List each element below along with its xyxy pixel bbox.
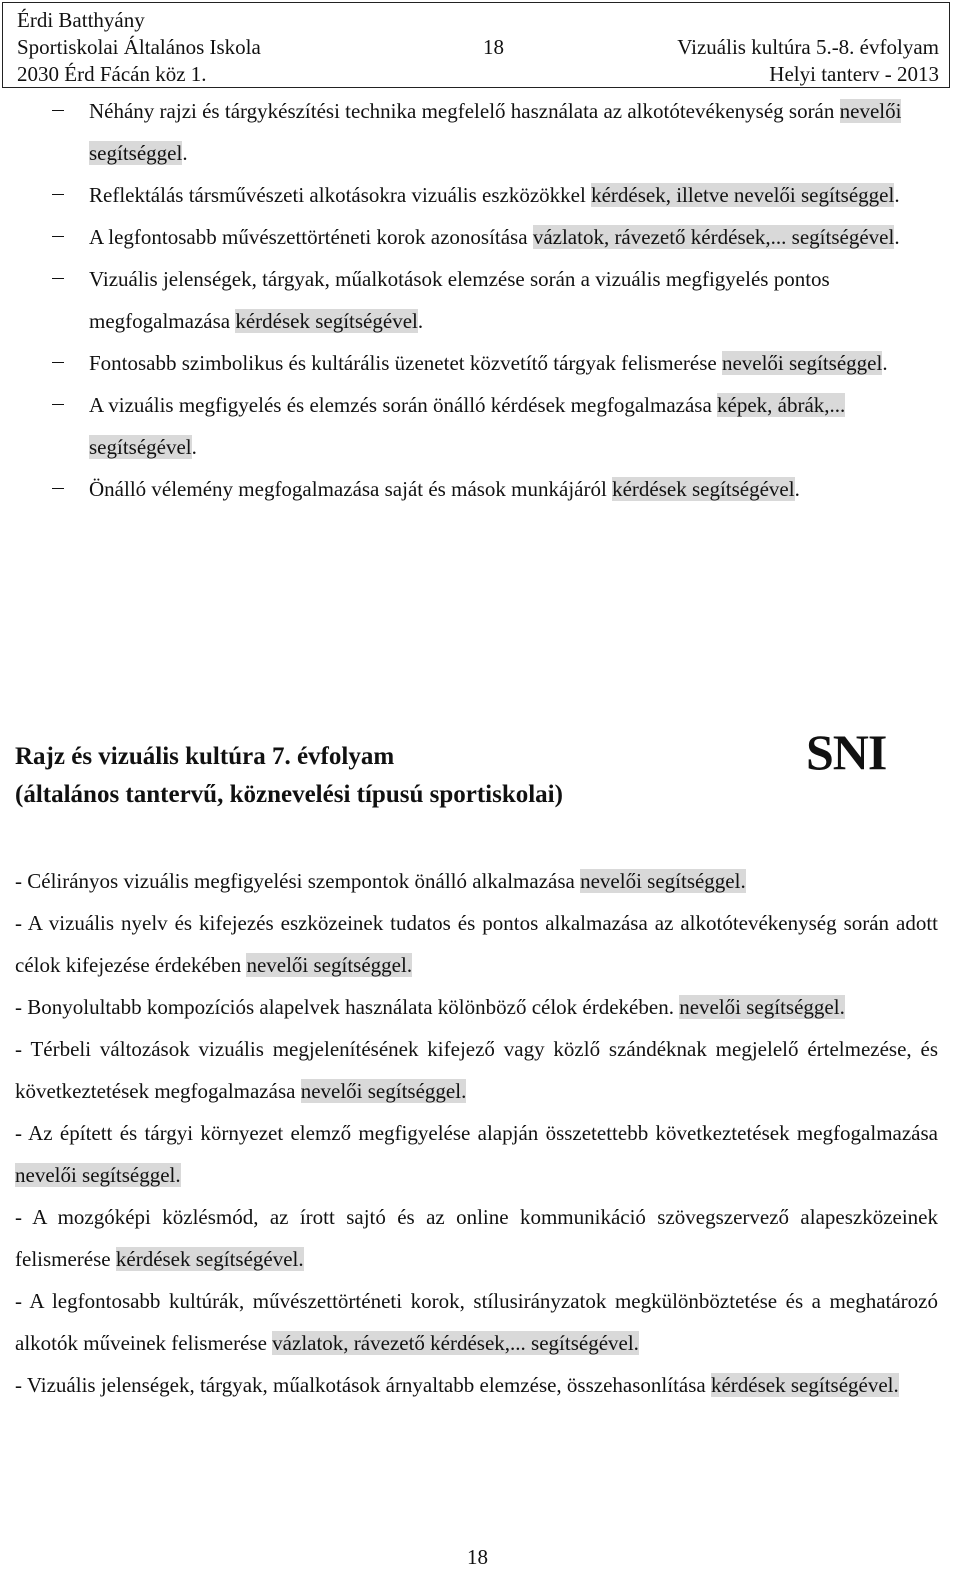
bullet-text: Reflektálás társművészeti alkotásokra vizuális eszközökkel bbox=[89, 183, 592, 207]
requirement-paragraph bbox=[15, 986, 938, 1028]
bullet-highlight: kérdések segítségével bbox=[235, 309, 418, 333]
requirement-paragraph bbox=[15, 1112, 938, 1196]
paragraph-highlight: nevelői segítséggel. bbox=[580, 869, 746, 893]
paragraph-highlight: kérdések segítségével. bbox=[115, 1247, 304, 1271]
dash-icon bbox=[52, 278, 64, 279]
bullet-list bbox=[0, 90, 960, 510]
dash-icon bbox=[52, 194, 64, 195]
bullet-text: Fontosabb szimbolikus és kultárális üzenetet közvetítő tárgyak felismerése bbox=[89, 351, 722, 375]
curriculum-label: Helyi tanterv - 2013 bbox=[769, 62, 939, 86]
school-type: Sportiskolai Általános Iskola bbox=[17, 35, 261, 59]
bullet-highlight: kérdések, illetve nevelői segítséggel bbox=[591, 183, 895, 207]
bullet-tail: . bbox=[417, 309, 424, 333]
bullet-highlight: vázlatok, rávezető kérdések,... segítségével bbox=[532, 225, 895, 249]
bullet-text: Önálló vélemény megfogalmazása saját és mások munkájáról bbox=[89, 477, 613, 501]
requirement-paragraph bbox=[15, 902, 938, 986]
section-title bbox=[15, 738, 775, 814]
bullet-text: Néhány rajzi és tárgykészítési technika megfelelő használata az alkotótevékenység során bbox=[89, 99, 840, 123]
bullet-tail: . bbox=[191, 435, 197, 459]
bullet-tail: . bbox=[894, 225, 900, 249]
requirement-paragraph bbox=[15, 860, 938, 902]
bullet-item bbox=[0, 384, 960, 468]
bullet-text: Vizuális jelenségek, tárgyak, műalkotások elemzése során a vizuális megfigyelés pontos megfogalmazása bbox=[89, 267, 830, 333]
requirement-paragraphs bbox=[15, 860, 938, 1406]
dash-icon bbox=[52, 404, 64, 405]
paragraph-highlight: nevelői segítséggel. bbox=[246, 953, 413, 977]
school-name: Érdi Batthyány bbox=[17, 8, 145, 32]
footer-page-number: 18 bbox=[467, 1545, 488, 1569]
paragraph-highlight: vázlatok, rávezető kérdések,... segítségével. bbox=[272, 1331, 639, 1355]
bullet-highlight: képek, ábrák,... segítségével bbox=[89, 393, 846, 459]
paragraph-highlight: kérdések segítségével. bbox=[710, 1373, 899, 1397]
paragraph-text: - Célirányos vizuális megfigyelési szempontok önálló alkalmazása bbox=[15, 869, 581, 893]
bullet-tail: . bbox=[794, 477, 800, 501]
bullet-text: A vizuális megfigyelés és elemzés során önálló kérdések megfogalmazása bbox=[89, 393, 718, 417]
paragraph-highlight: nevelői segítséggel. bbox=[15, 1163, 181, 1187]
bullet-text: A legfontosabb művészettörténeti korok azonosítása bbox=[89, 225, 533, 249]
section-title-line-2: (általános tantervű, köznevelési típusú sportiskolai) bbox=[15, 781, 563, 808]
page-header bbox=[2, 2, 950, 88]
bullet-tail: . bbox=[894, 183, 900, 207]
bullet-item bbox=[0, 90, 960, 174]
paragraph-text: - A legfontosabb kultúrák, művészettörténeti korok, stílusirányzatok megkülönböztetése és a meghatározó alkotók műveinek felismerése bbox=[15, 1289, 938, 1355]
paragraph-text: - A vizuális nyelv és kifejezés eszközeinek tudatos és pontos alkalmazása az alkotótevékenység során adott célok kifejezése érdekében bbox=[15, 911, 938, 977]
paragraph-highlight: nevelői segítséggel. bbox=[300, 1079, 467, 1103]
paragraph-highlight: nevelői segítséggel. bbox=[679, 995, 845, 1019]
bullet-highlight: nevelői segítséggel bbox=[89, 99, 902, 165]
sni-badge: SNI bbox=[806, 724, 887, 780]
section-title-line-1: Rajz és vizuális kultúra 7. évfolyam bbox=[15, 743, 395, 770]
paragraph-text: - Az épített és tárgyi környezet elemző megfigyelése alapján összetettebb következtetések megfogalmazása bbox=[15, 1121, 938, 1145]
paragraph-text: - Vizuális jelenségek, tárgyak, műalkotások árnyaltabb elemzése, összehasonlítása bbox=[15, 1373, 711, 1397]
dash-icon bbox=[52, 110, 64, 111]
dash-icon bbox=[52, 488, 64, 489]
school-address: 2030 Érd Fácán köz 1. bbox=[17, 62, 207, 86]
subject-label: Vizuális kultúra 5.-8. évfolyam bbox=[677, 35, 939, 59]
bullet-item bbox=[0, 258, 960, 342]
bullet-item bbox=[0, 216, 960, 258]
bullet-highlight: kérdések segítségével bbox=[612, 477, 795, 501]
dash-icon bbox=[52, 362, 64, 363]
header-page-number: 18 bbox=[483, 35, 504, 59]
requirement-paragraph bbox=[15, 1196, 938, 1280]
header-row-2 bbox=[17, 34, 939, 61]
header-row-3 bbox=[17, 61, 939, 88]
bullet-tail: . bbox=[882, 351, 888, 375]
bullet-tail: . bbox=[182, 141, 188, 165]
bullet-highlight: nevelői segítséggel bbox=[721, 351, 883, 375]
requirement-paragraph bbox=[15, 1028, 938, 1112]
paragraph-text: - Térbeli változások vizuális megjelenítésének kifejező vagy közlő szándéknak megjelelő értelmezése, és következtetések megfogalmazása bbox=[15, 1037, 938, 1103]
requirement-paragraph bbox=[15, 1364, 938, 1406]
bullet-item bbox=[0, 342, 960, 384]
paragraph-text: - A mozgóképi közlésmód, az írott sajtó és az online kommunikáció szövegszervező alapeszközeinek felismerése bbox=[15, 1205, 938, 1271]
paragraph-text: - Bonyolultabb kompozíciós alapelvek használata kölönböző célok érdekében. bbox=[15, 995, 680, 1019]
requirement-paragraph bbox=[15, 1280, 938, 1364]
dash-icon bbox=[52, 236, 64, 237]
bullet-item bbox=[0, 174, 960, 216]
header-row-1 bbox=[17, 7, 939, 34]
bullet-item bbox=[0, 468, 960, 510]
